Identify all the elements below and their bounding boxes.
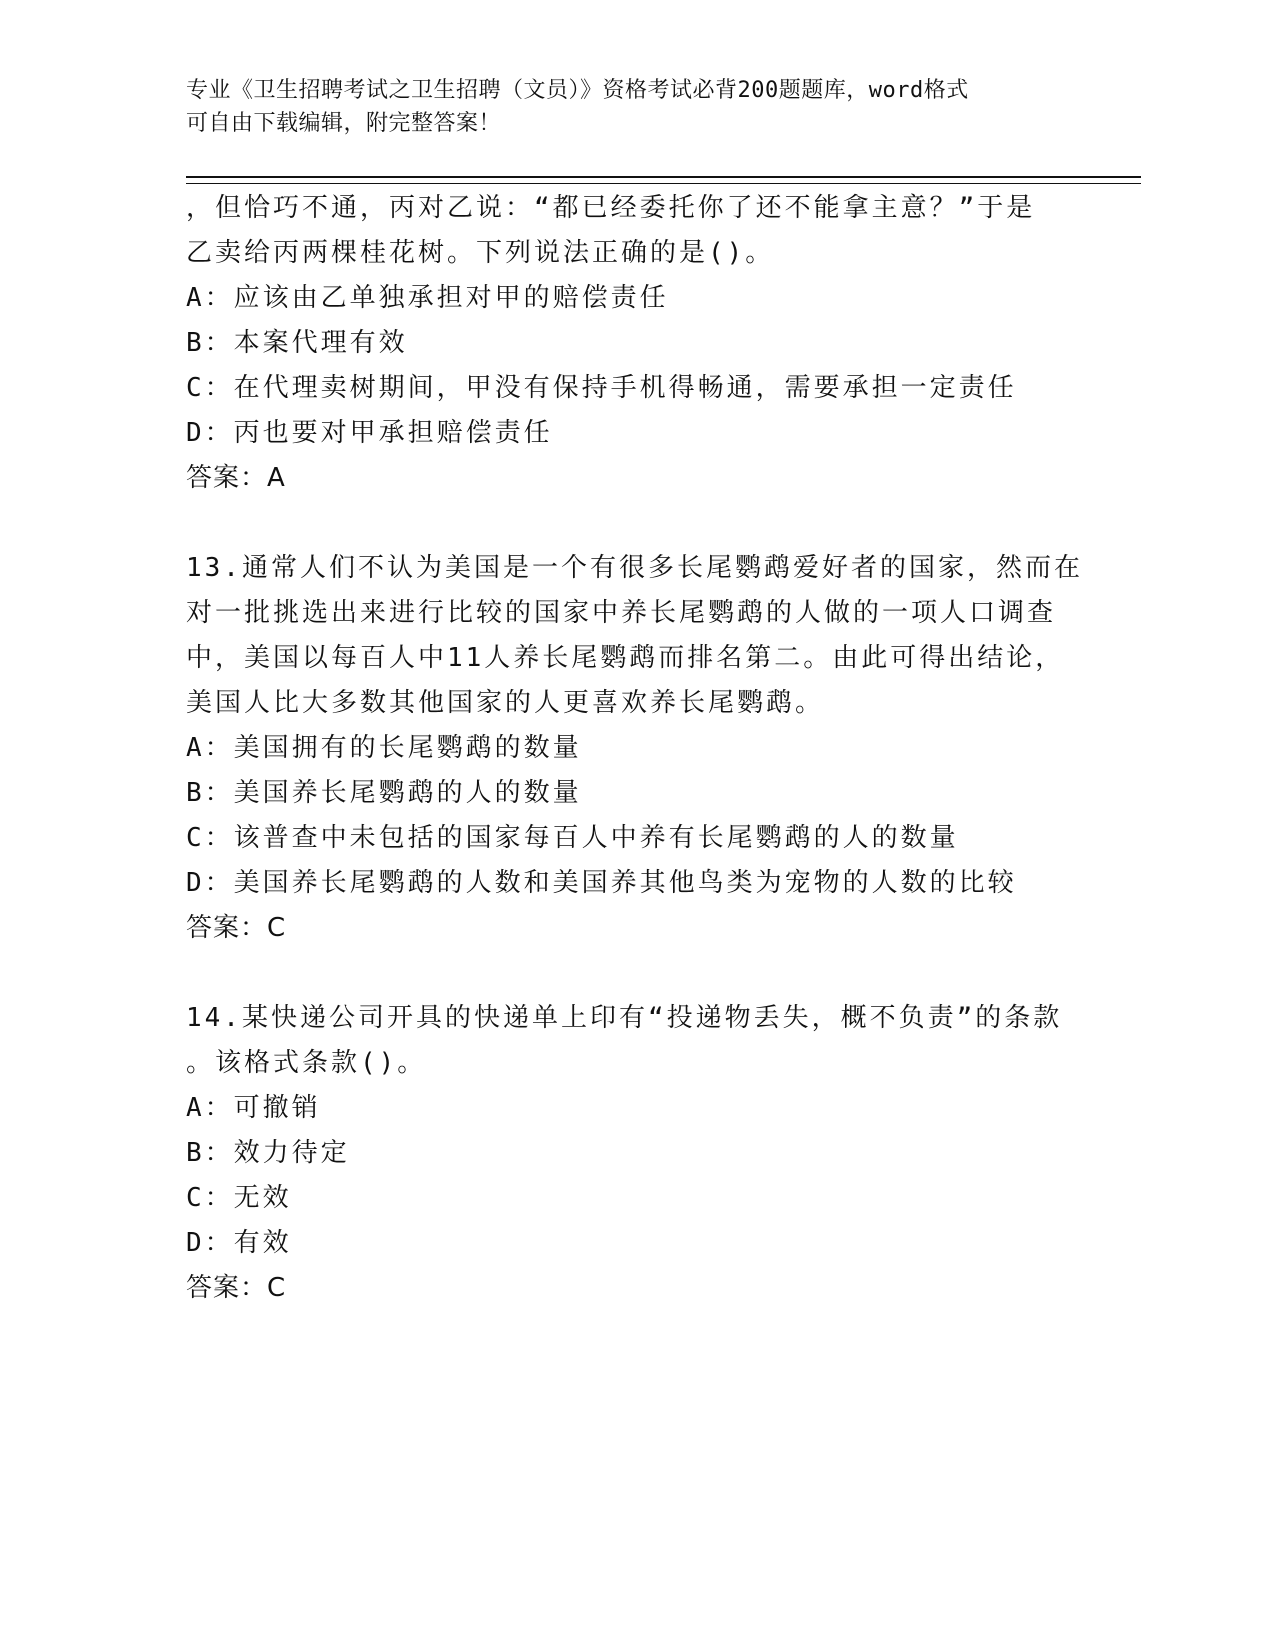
spacer: [186, 501, 1076, 546]
answer-label: 答案：A: [186, 463, 286, 493]
question-stem-line: 13.通常人们不认为美国是一个有很多长尾鹦鹉爱好者的国家，然而在: [186, 553, 1083, 583]
option-a: A：可撤销: [186, 1093, 321, 1123]
option-a: A：美国拥有的长尾鹦鹉的数量: [186, 733, 582, 763]
question-stem-line: 。该格式条款()。: [186, 1048, 427, 1078]
question-stem-line: 乙卖给丙两棵桂花树。下列说法正确的是()。: [186, 238, 775, 268]
answer-label: 答案：C: [186, 913, 287, 943]
option-b: B：美国养长尾鹦鹉的人的数量: [186, 778, 582, 808]
option-c: C：无效: [186, 1183, 292, 1213]
option-b: B：本案代理有效: [186, 328, 408, 358]
option-c: C：该普查中未包括的国家每百人中养有长尾鹦鹉的人的数量: [186, 823, 959, 853]
question-stem-line: 对一批挑选出来进行比较的国家中养长尾鹦鹉的人做的一项人口调查: [186, 598, 1057, 628]
option-d: D：丙也要对甲承担赔偿责任: [186, 418, 553, 448]
question-block: [186, 996, 1076, 1311]
option-c: C：在代理卖树期间，甲没有保持手机得畅通，需要承担一定责任: [186, 373, 1017, 403]
option-b: B：效力待定: [186, 1138, 350, 1168]
question-block: [186, 546, 1083, 951]
page-header: [186, 74, 1066, 140]
question-block: [186, 186, 1076, 501]
question-list: [186, 186, 1083, 1311]
spacer: [186, 951, 1076, 996]
answer-label: 答案：C: [186, 1273, 287, 1303]
header-title-line-2: 可自由下载编辑，附完整答案！: [186, 111, 502, 136]
question-stem-line: 14.某快递公司开具的快递单上印有“投递物丢失，概不负责”的条款: [186, 1003, 1063, 1033]
question-stem-line: ，但恰巧不通，丙对乙说：“都已经委托你了还不能拿主意？”于是: [186, 193, 1036, 223]
header-title-line-1: 专业《卫生招聘考试之卫生招聘（文员）》资格考试必背200题题库，word格式: [186, 78, 969, 103]
question-stem-line: 美国人比大多数其他国家的人更喜欢养长尾鹦鹉。: [186, 688, 825, 718]
option-d: D：美国养长尾鹦鹉的人数和美国养其他鸟类为宠物的人数的比较: [186, 868, 1017, 898]
header-divider: [186, 176, 1141, 184]
option-a: A：应该由乙单独承担对甲的赔偿责任: [186, 283, 669, 313]
question-stem-line: 中，美国以每百人中11人养长尾鹦鹉而排名第二。由此可得出结论，: [186, 643, 1065, 673]
option-d: D：有效: [186, 1228, 292, 1258]
